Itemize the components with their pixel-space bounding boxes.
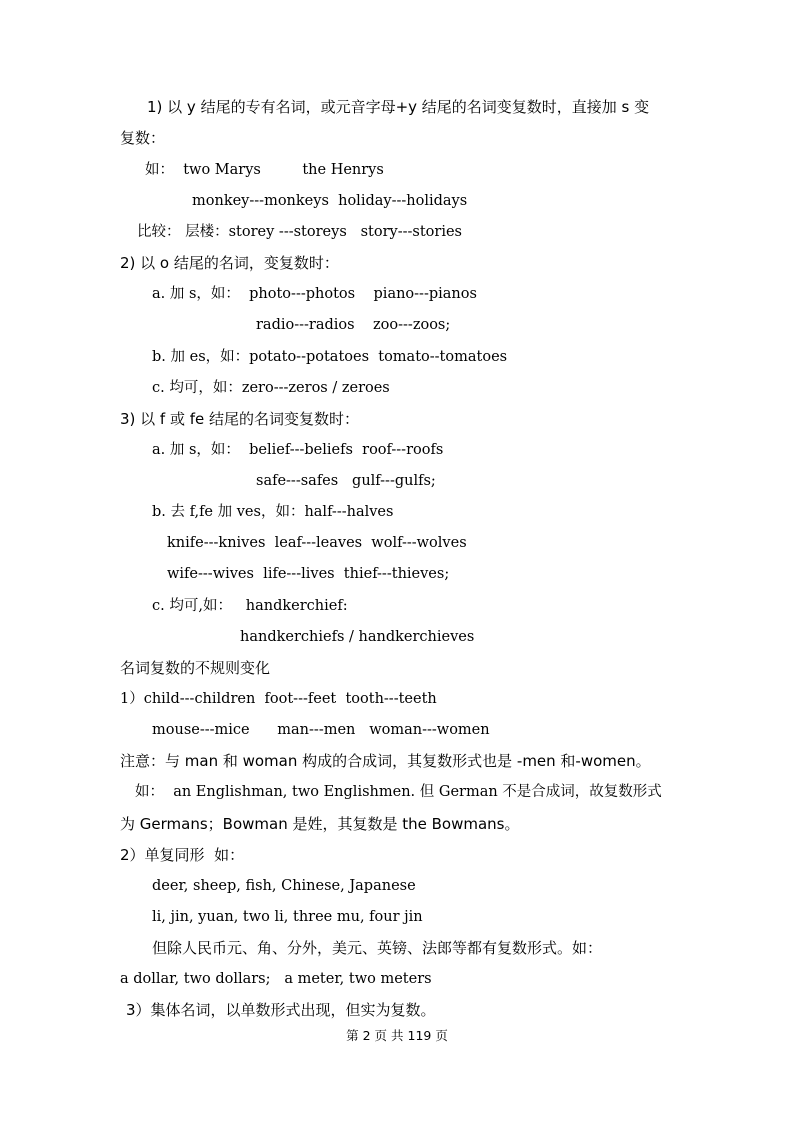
text-line: 1) 以 y 结尾的专有名词，或元音字母+y 结尾的名词变复数时，直接加 s 变	[147, 98, 650, 116]
text-line: radio---radios zoo---zoos;	[256, 317, 451, 333]
text-line: c. 均可，如：zero---zeros / zeroes	[152, 380, 390, 396]
text-line: 如： two Marys the Henrys	[145, 162, 384, 178]
text-line: 如： an Englishman, two Englishmen. 但 German 不是合成词，故复数形式	[135, 784, 662, 800]
text-line: a. 加 s，如： photo---photos piano---pianos	[152, 286, 477, 302]
text-line: deer, sheep, fish, Chinese, Japanese	[152, 878, 416, 894]
text-line: 注意：与 man 和 woman 构成的合成词，其复数形式也是 -men 和-women。	[120, 752, 651, 770]
text-line: 复数：	[120, 129, 166, 147]
text-line: 2) 以 o 结尾的名词，变复数时：	[120, 254, 339, 272]
text-line: 3) 以 f 或 fe 结尾的名词变复数时：	[120, 410, 360, 428]
text-line: c. 均可,如： handkerchief:	[152, 598, 348, 614]
text-line: 为 Germans；Bowman 是姓，其复数是 the Bowmans。	[120, 815, 520, 833]
section-heading: 名词复数的不规则变化	[120, 659, 271, 677]
text-line: a. 加 s，如： belief---beliefs roof---roofs	[152, 442, 444, 458]
text-line: knife---knives leaf---leaves wolf---wolves	[167, 535, 467, 551]
text-line: wife---wives life---lives thief---thieves;	[167, 566, 450, 582]
text-line: safe---safes gulf---gulfs;	[256, 473, 436, 489]
text-line: monkey---monkeys holiday---holidays	[192, 193, 468, 209]
text-line: handkerchiefs / handkerchieves	[240, 629, 475, 645]
text-line: 1）child---children foot---feet tooth---teeth	[120, 691, 437, 707]
text-line: 2）单复同形 如：	[120, 846, 245, 864]
text-line: 3）集体名词，以单数形式出现，但实为复数。	[126, 1001, 436, 1019]
text-line: a dollar, two dollars; a meter, two meters	[120, 971, 432, 987]
text-line: 比较： 层楼：storey ---storeys story---stories	[137, 224, 462, 240]
text-line: 但除人民币元、角、分外，美元、英镑、法郎等都有复数形式。如：	[152, 939, 603, 957]
text-line: li, jin, yuan, two li, three mu, four jin	[152, 909, 423, 925]
text-line: b. 加 es，如：potato--potatoes tomato--tomatoes	[152, 349, 508, 365]
page-footer: 第 2 页 共 119 页	[346, 1028, 448, 1043]
text-line: mouse---mice man---men woman---women	[152, 722, 490, 738]
text-line: b. 去 f,fe 加 ves，如：half---halves	[152, 504, 394, 520]
